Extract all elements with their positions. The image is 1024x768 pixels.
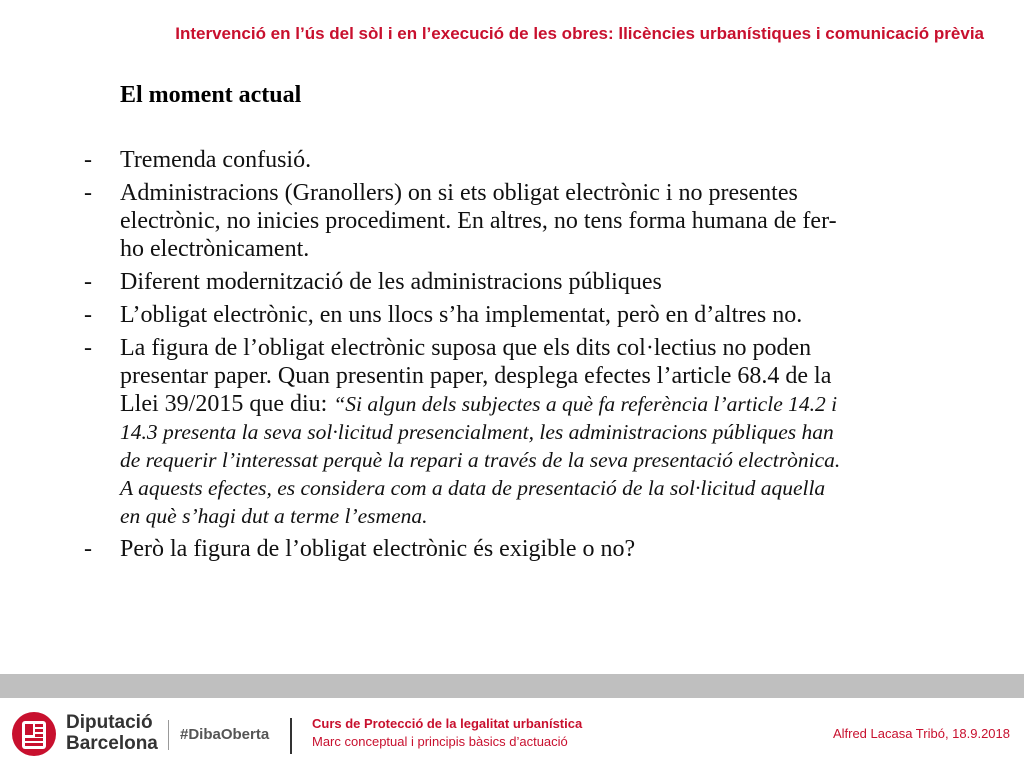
logo-line-2: Barcelona	[66, 733, 158, 754]
logo-line-1: Diputació	[66, 712, 153, 733]
diputacio-logo-text	[66, 712, 158, 754]
course-subtitle: Marc conceptual i principis bàsics d’actuació	[312, 734, 568, 749]
bullet-item	[80, 146, 850, 174]
bullet-dash: -	[84, 147, 92, 173]
section-heading: El moment actual	[120, 82, 302, 108]
bullet-dash: -	[84, 335, 92, 361]
bullet-text: Diferent modernització de les administracions públiques	[120, 269, 662, 295]
bullet-list	[80, 146, 850, 568]
bullet-text: La figura de l’obligat electrònic suposa que els dits col·lectius no poden presentar paper. Quan presentin paper, desplega efectes l’article 68.4 de la Llei 39/2015 que diu:	[120, 335, 832, 417]
bullet-text: L’obligat electrònic, en uns llocs s’ha implementat, però en d’altres no.	[120, 302, 803, 328]
bullet-dash: -	[84, 269, 92, 295]
bullet-dash: -	[84, 302, 92, 328]
bullet-dash: -	[84, 180, 92, 206]
footer-divider	[290, 718, 292, 754]
hashtag-label: #DibaOberta	[180, 726, 270, 743]
bullet-legal-quote: “Si algun dels subjectes a què fa referència l’article 14.2 i 14.3 presenta la seva sol·licitud presencialment, les administracions públiques han de requerir l’interessat perquè la repari a través de la seva presentació electrònica. A aquests efectes, es considera com a data de presentació de la sol·licitud aquella en què s’hagi dut a terme l’esmena.	[120, 392, 841, 528]
bullet-text: Administracions (Granollers) on si ets obligat electrònic i no presentes electrònic, no inicies procediment. En altres, no tens forma humana de fer-ho electrònicament.	[120, 180, 837, 262]
bullet-dash: -	[84, 536, 92, 562]
bullet-item	[80, 179, 850, 263]
logo-divider	[168, 720, 169, 750]
bullet-item	[80, 268, 850, 296]
slide-header-title: Intervenció en l’ús del sòl i en l’execució de les obres: llicències urbanístiques i comunicació prèvia	[175, 24, 984, 43]
bullet-text: Però la figura de l’obligat electrònic és exigible o no?	[120, 536, 636, 562]
bullet-item	[80, 535, 850, 563]
diputacio-emblem-icon	[10, 710, 58, 758]
footer-gray-band	[0, 674, 1024, 698]
bullet-item	[80, 334, 850, 530]
author-and-date: Alfred Lacasa Tribó, 18.9.2018	[832, 726, 1010, 741]
bullet-text: Tremenda confusió.	[120, 147, 312, 173]
course-info	[312, 715, 582, 751]
slide-footer	[0, 698, 1024, 768]
bullet-item	[80, 301, 850, 329]
course-title: Curs de Protecció de la legalitat urbanística	[312, 716, 583, 731]
